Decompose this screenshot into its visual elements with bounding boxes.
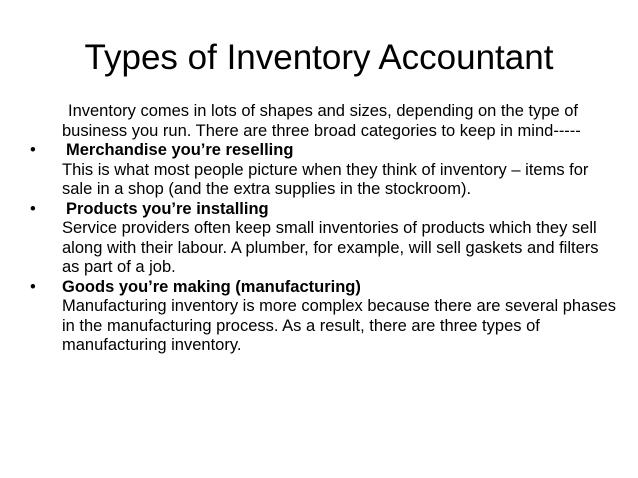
bullet-dot: • — [30, 141, 36, 159]
bullet-item-products — [30, 200, 620, 278]
bullet-heading: Products you’re installing — [66, 199, 269, 218]
intro-paragraph: Inventory comes in lots of shapes and sizes, depending on the type of business you run. There are three broad categories to keep in mind----- — [62, 102, 581, 140]
bullet-description: Manufacturing inventory is more complex because there are several phases in the manufacturing process. As a result, there are three types of manufacturing inventory. — [62, 297, 616, 354]
bullet-heading: Merchandise you’re reselling — [66, 141, 294, 159]
slide-title: Types of Inventory Accountant — [84, 38, 554, 77]
bullet-description: This is what most people picture when they think of inventory – items for sale in a shop (and the extra supplies in the stockroom). — [62, 160, 589, 198]
bullet-item-goods — [30, 278, 620, 356]
slide-body — [30, 102, 620, 356]
bullet-item-merchandise — [30, 141, 620, 200]
bullet-heading: Goods you’re making (manufacturing) — [62, 277, 361, 296]
bullet-dot: • — [30, 277, 36, 296]
bullet-dot: • — [30, 199, 36, 218]
bullet-description: Service providers often keep small inventories of products which they sell along with their labour. A plumber, for example, will sell gaskets and filters as part of a job. — [62, 219, 599, 276]
